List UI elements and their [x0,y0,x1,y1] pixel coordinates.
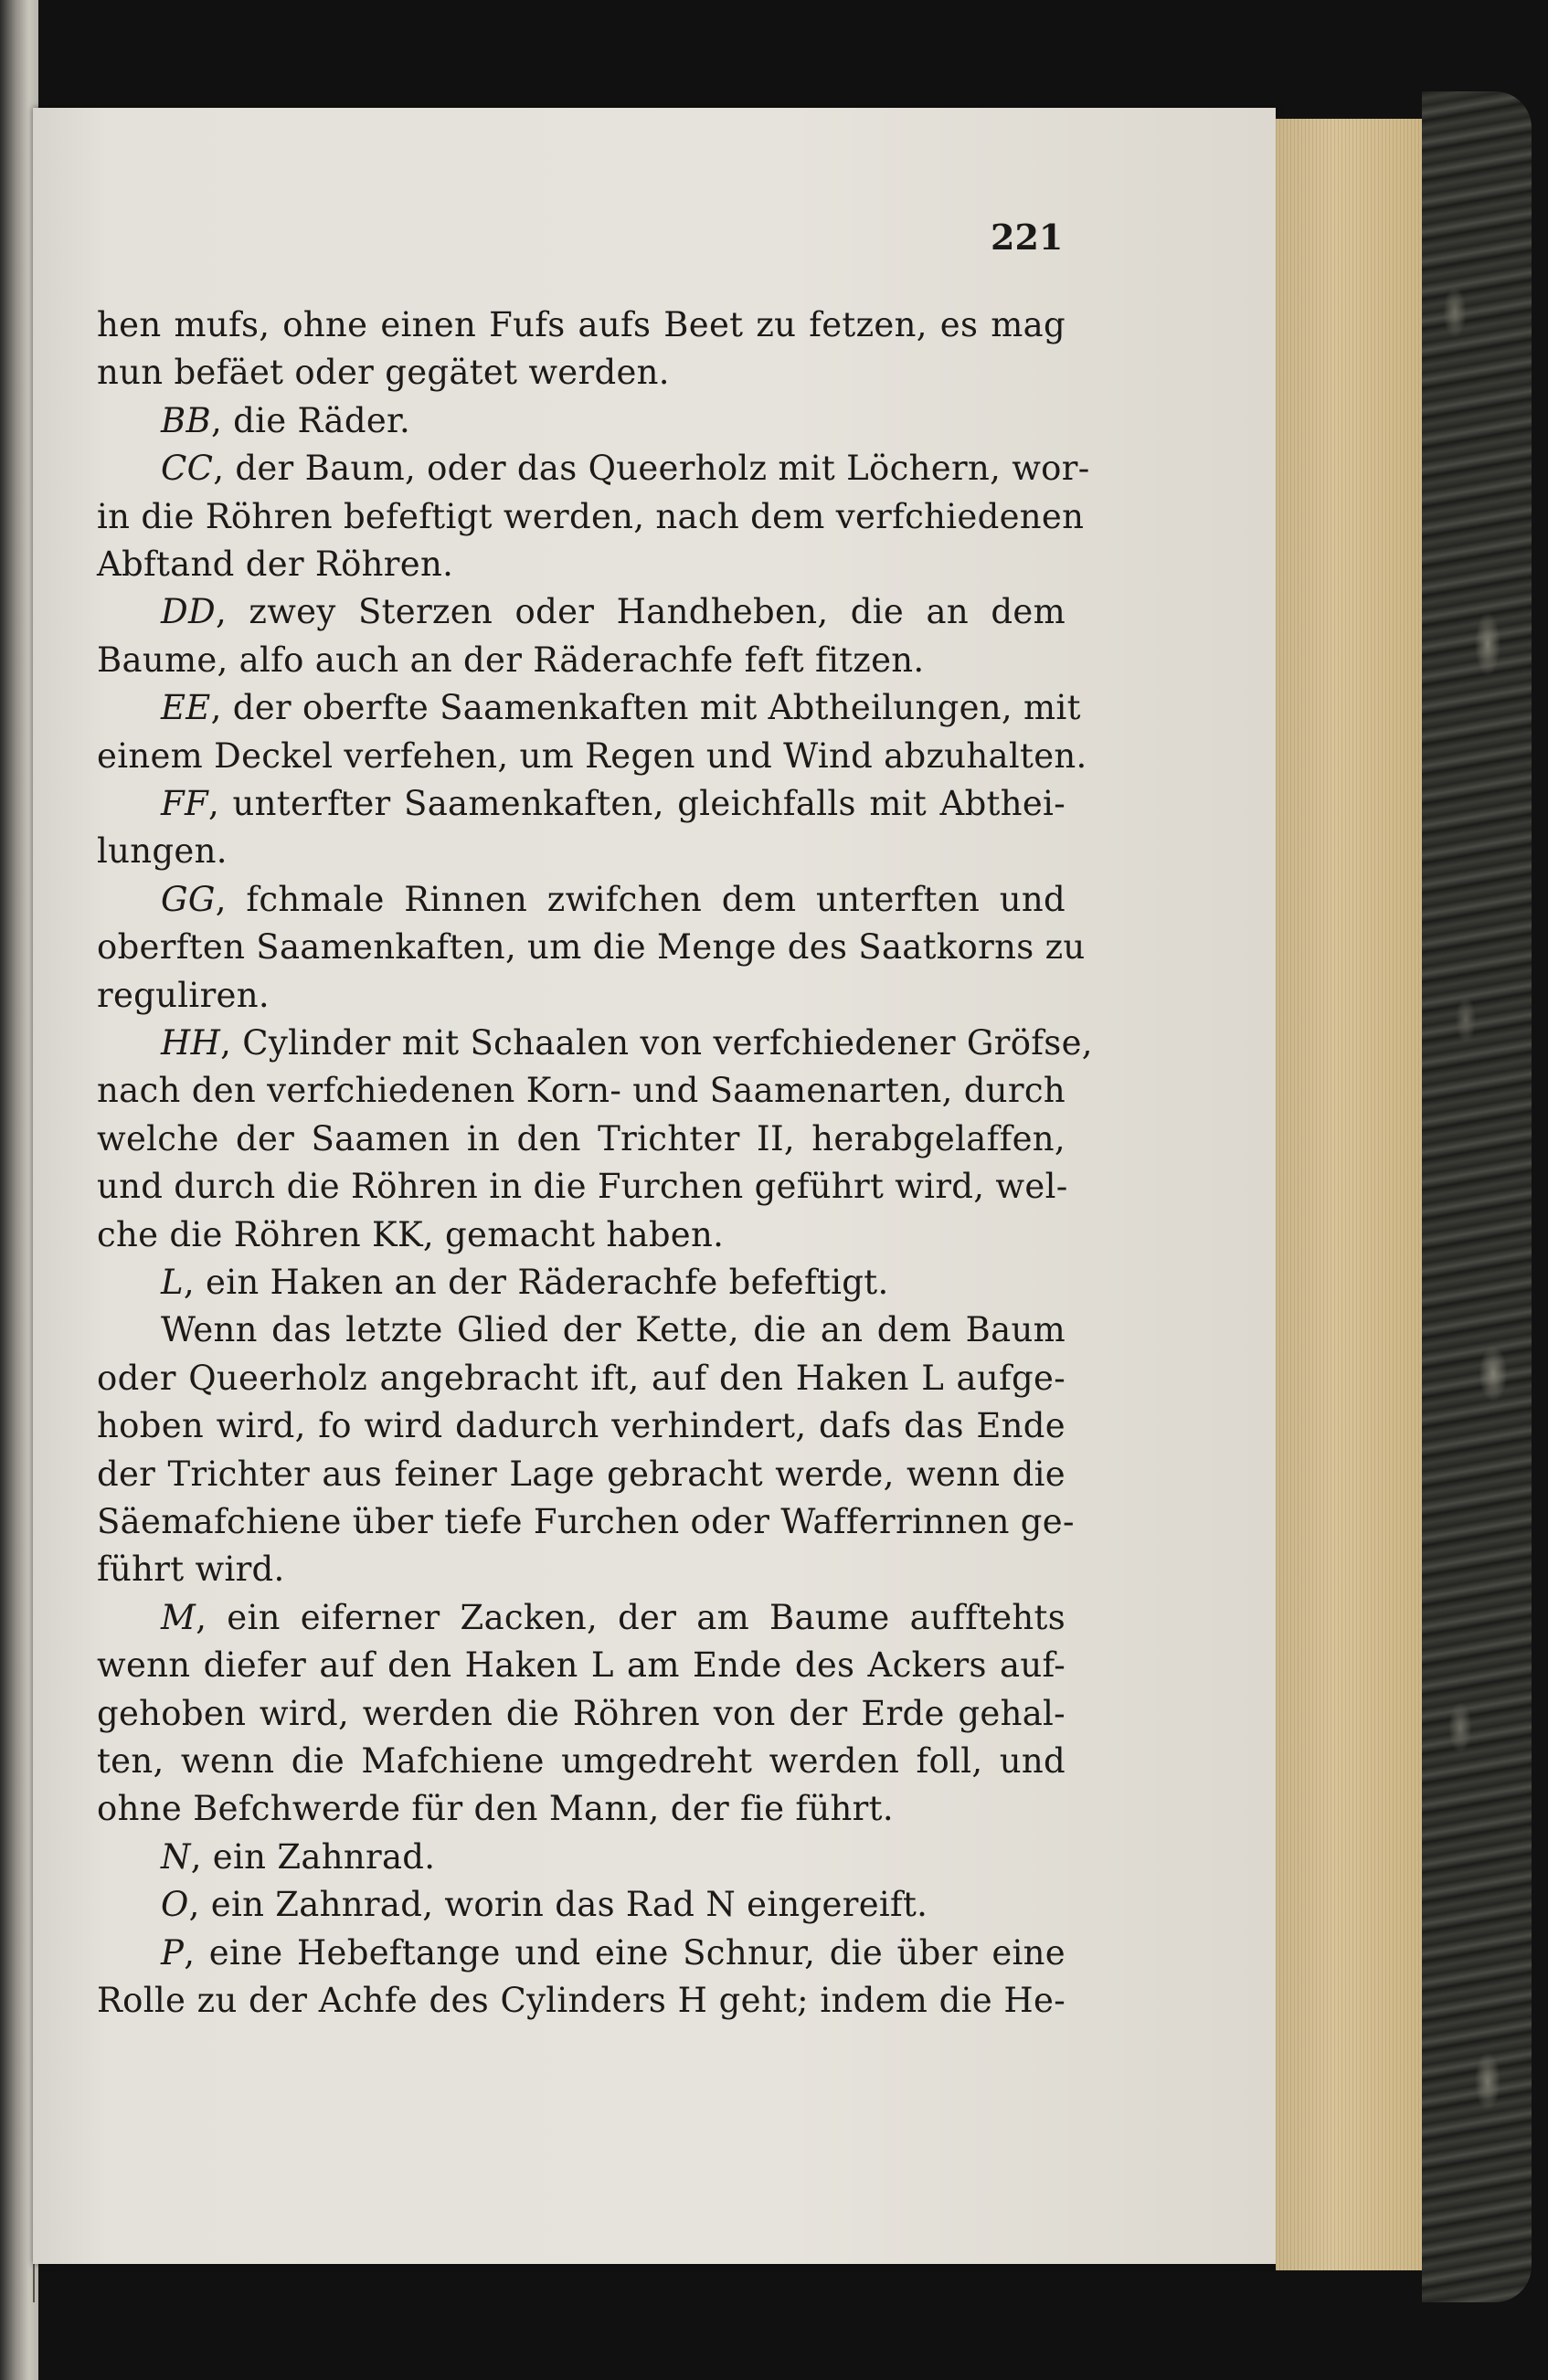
text-line: in die Röhren befeftigt werden, nach dem verfchiedenen [97,496,1085,536]
entry-label: P [161,1932,185,1973]
text-line: DD, zwey Sterzen oder Handheben, die an dem [161,592,1066,632]
entry-label: N [161,1836,191,1877]
entry-label: M [161,1597,196,1637]
entry-label: CC [161,449,214,489]
text-line: EE, der oberfte Saamenkaften mit Abtheilungen, mit [161,688,1081,728]
text-line: ten, wenn die Mafchiene umgedreht werden foll, und [97,1741,1066,1781]
entry-label: BB [161,400,211,440]
text-line: CC, der Baum, oder das Queerholz mit Löchern, wor- [161,449,1090,489]
marbled-cover-edge [1422,91,1532,2302]
text-line: einem Deckel verfehen, um Regen und Wind abzuhalten. [97,735,1087,776]
text-line: führt wird. [97,1550,285,1590]
entry-label: FF [161,784,208,823]
page-block-edge [1276,119,1422,2270]
entry-label: EE [161,688,211,728]
text-line: P, eine Hebeftange und eine Schnur, die über eine [161,1932,1066,1973]
page-number: 221 [991,217,1064,258]
text-line: Wenn das letzte Glied der Kette, die an dem Baum [161,1310,1066,1350]
entry-label: GG [161,879,216,919]
text-line: hen mufs, ohne einen Fufs aufs Beet zu fetzen, es mag [97,305,1066,344]
text-line: M, ein eiferner Zacken, der am Baume aufftehts [161,1597,1066,1637]
text-line: Säemafchiene über tiefe Furchen oder Wafferrinnen ge- [97,1502,1075,1541]
text-line: und durch die Röhren in die Furchen geführt wird, wel- [97,1167,1068,1207]
text-line: O, ein Zahnrad, worin das Rad N eingereift. [161,1885,928,1925]
entry-label: L [161,1263,184,1302]
text-line: nach den verfchiedenen Korn- und Saamenarten, durch [97,1071,1066,1111]
text-line: BB, die Räder. [161,400,411,440]
entry-label: HH [161,1023,221,1063]
entry-label: O [161,1885,189,1925]
text-line: FF, unterfter Saamenkaften, gleichfalls mit Abthei- [161,784,1066,823]
entry-label: DD [161,592,216,632]
text-line: oder Queerholz angebracht ift, auf den Haken L aufge- [97,1358,1066,1398]
text-line: Baume, alfo auch an der Räderachfe feft fitzen. [97,640,925,680]
text-line: Rolle zu der Achfe des Cylinders H geht; indem die He- [97,1981,1066,2020]
text-line: wenn diefer auf den Haken L am Ende des Ackers auf- [97,1645,1066,1686]
text-line: reguliren. [97,975,270,1015]
text-line: nun befäet oder gegätet werden. [97,353,670,393]
text-line: hoben wird, fo wird dadurch verhindert, dafs das Ende [97,1406,1066,1446]
text-line: HH, Cylinder mit Schaalen von verfchiedener Gröfse, [161,1023,1093,1063]
text-line: Abftand der Röhren. [97,545,454,584]
text-line: welche der Saamen in den Trichter II, herabgelaffen, [97,1118,1066,1158]
text-line: ohne Befchwerde für den Mann, der fie führt. [97,1789,894,1829]
text-line: GG, fchmale Rinnen zwifchen dem unterften und [161,879,1066,919]
text-line: gehoben wird, werden die Röhren von der Erde gehal- [97,1693,1066,1733]
text-line: der Trichter aus feiner Lage gebracht werde, wenn die [97,1454,1066,1494]
text-line: N, ein Zahnrad. [161,1836,436,1877]
text-line: lungen. [97,831,228,872]
text-line: oberften Saamenkaften, um die Menge des Saatkorns zu [97,927,1086,968]
text-line: L, ein Haken an der Räderachfe befeftigt. [161,1263,889,1302]
text-line: che die Röhren KK, gemacht haben. [97,1214,725,1254]
